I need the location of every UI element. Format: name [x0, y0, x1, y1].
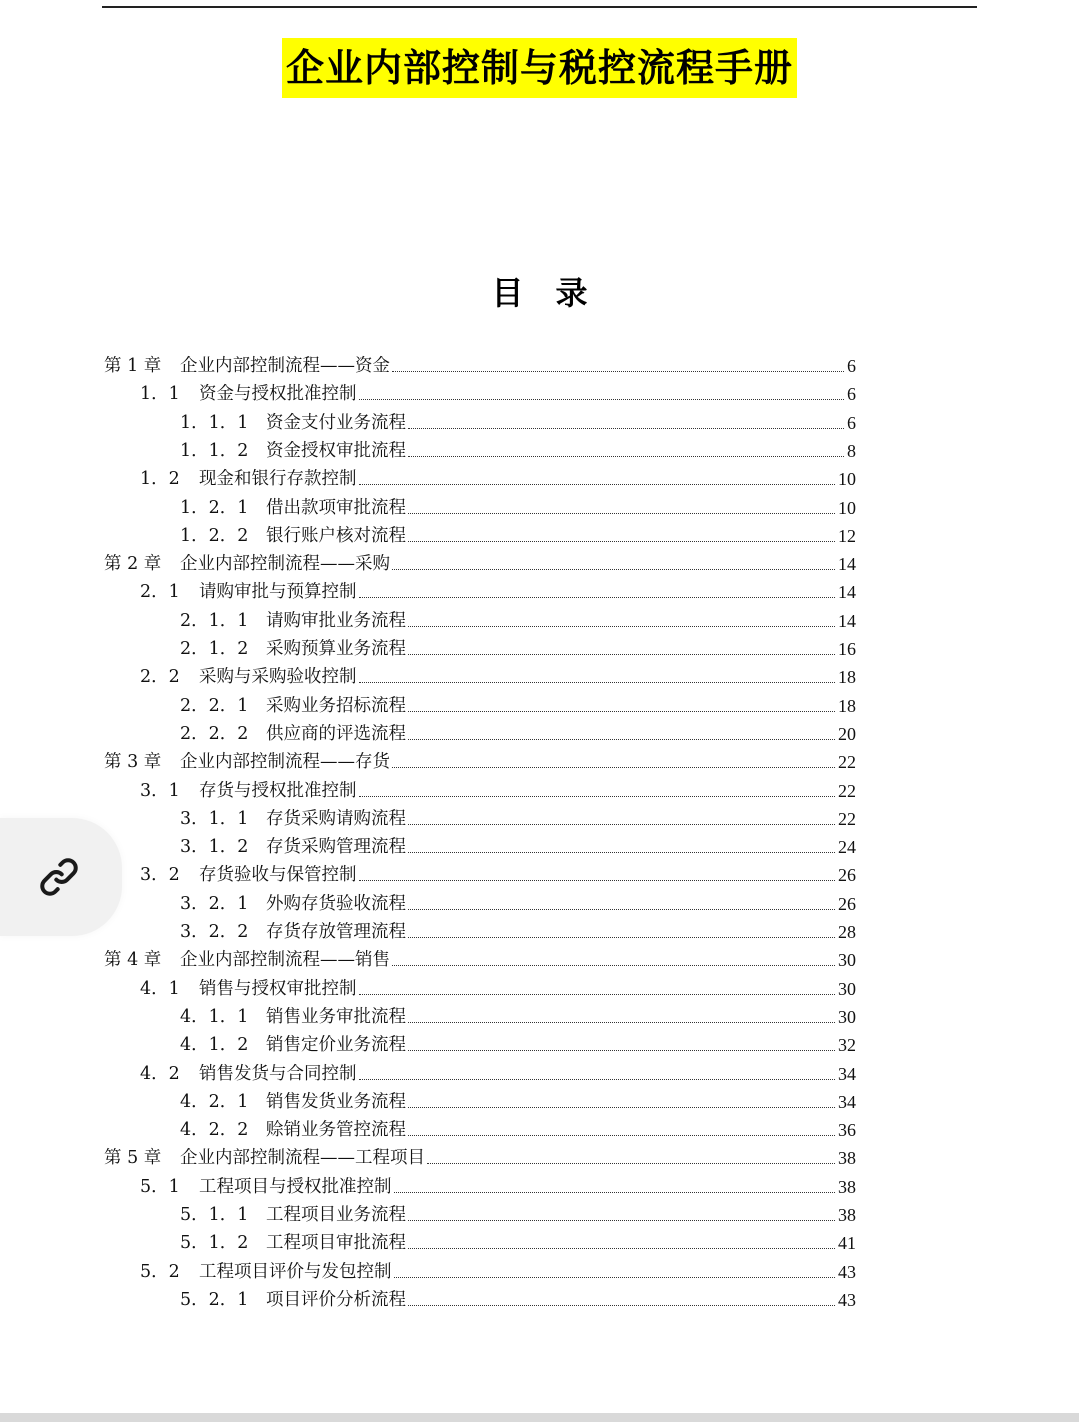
toc-entry-level-2[interactable]: [140, 1256, 856, 1284]
toc-dot-leader: [359, 484, 836, 485]
toc-entry-level-3[interactable]: [180, 1114, 856, 1142]
toc-entry-level-1[interactable]: [104, 944, 856, 972]
toc-entry-level-3[interactable]: [180, 492, 856, 520]
toc-entry-title: 采购业务招标流程: [266, 695, 406, 716]
toc-entry-title: 企业内部控制流程——工程项目: [180, 1148, 425, 1169]
toc-entry-number: 2．2: [140, 667, 180, 688]
toc-entry-number: 4．1: [140, 978, 180, 999]
toc-entry-number: 1．1．2: [180, 440, 249, 461]
toc-entry-number: 4．2: [140, 1063, 180, 1084]
toc-entry-title: 企业内部控制流程——销售: [180, 950, 390, 971]
toc-entry-number: 第 4 章: [104, 950, 162, 971]
toc-entry-number: 4．2．2: [180, 1120, 249, 1141]
header-rule: [102, 6, 977, 8]
toc-entry-level-2[interactable]: [140, 463, 856, 491]
toc-dot-leader: [408, 739, 835, 740]
toc-dot-leader: [408, 937, 835, 938]
toc-dot-leader: [408, 852, 835, 853]
toc-entry-level-2[interactable]: [140, 661, 856, 689]
toc-entry-page: 6: [847, 412, 856, 433]
toc-entry-page: 34: [838, 1063, 856, 1084]
toc-entry-page: 10: [838, 497, 856, 518]
toc-entry-page: 38: [838, 1148, 856, 1169]
toc-entry-level-3[interactable]: [180, 718, 856, 746]
toc-entry-number: 4．1．1: [180, 1006, 249, 1027]
toc-dot-leader: [408, 1135, 835, 1136]
toc-dot-leader: [408, 654, 835, 655]
toc-entry-page: 10: [838, 469, 856, 490]
toc-entry-level-1[interactable]: [104, 548, 856, 576]
toc-entry-level-3[interactable]: [180, 1029, 856, 1057]
toc-entry-number: 4．1．2: [180, 1035, 249, 1056]
toc-entry-page: 6: [847, 384, 856, 405]
toc-entry-page: 38: [838, 1205, 856, 1225]
toc-dot-leader: [408, 626, 835, 627]
toc-dot-leader: [359, 796, 836, 797]
toc-entry-level-3[interactable]: [180, 1001, 856, 1029]
toc-entry-number: 1．1: [140, 384, 180, 405]
toc-dot-leader: [359, 597, 836, 598]
toc-entry-level-2[interactable]: [140, 1171, 856, 1199]
toc-entry-number: 2．1: [140, 582, 180, 603]
toc-entry-number: 2．1．2: [180, 639, 249, 659]
toc-entry-title: 销售发货与合同控制: [199, 1063, 357, 1084]
toc-entry-page: 26: [838, 865, 856, 886]
toc-dot-leader: [408, 513, 835, 514]
toc-entry-title: 销售业务审批流程: [266, 1006, 406, 1027]
toc-entry-number: 3．2．2: [180, 922, 249, 942]
toc-entry-page: 18: [838, 695, 856, 716]
toc-entry-title: 赊销业务管控流程: [266, 1120, 406, 1141]
toc-entry-title: 企业内部控制流程——存货: [180, 752, 390, 773]
toc-entry-number: 2．2．2: [180, 723, 249, 744]
toc-entry-level-3[interactable]: [180, 831, 856, 859]
toc-dot-leader: [408, 1107, 835, 1108]
toc-entry-level-3[interactable]: [180, 888, 856, 916]
toc-entry-title: 现金和银行存款控制: [199, 469, 357, 490]
toc-entry-page: 14: [838, 610, 856, 631]
toc-dot-leader: [392, 371, 844, 372]
toc-dot-leader: [394, 1192, 836, 1193]
toc-entry-number: 3．1．2: [180, 837, 249, 858]
toc-entry-title: 资金支付业务流程: [266, 412, 406, 433]
toc-dot-leader: [359, 1079, 836, 1080]
toc-dot-leader: [392, 767, 835, 768]
toc-entry-level-1[interactable]: [104, 350, 856, 378]
toc-dot-leader: [408, 1022, 835, 1023]
toc-entry-number: 1．1．1: [180, 412, 249, 433]
toc-entry-level-3[interactable]: [180, 1227, 856, 1255]
toc-entry-number: 第 1 章: [104, 356, 162, 376]
toc-entry-page: 22: [838, 808, 856, 829]
toc-dot-leader: [408, 541, 835, 542]
toc-entry-number: 5．2．1: [180, 1289, 249, 1310]
toc-entry-title: 资金与授权批准控制: [199, 384, 357, 405]
toc-dot-leader: [392, 569, 835, 570]
toc-entry-level-2[interactable]: [140, 775, 856, 803]
toc-entry-number: 3．1．1: [180, 808, 249, 829]
toc-entry-page: 36: [838, 1120, 856, 1141]
toc-entry-page: 16: [838, 639, 856, 659]
toc-dot-leader: [394, 1277, 836, 1278]
toc-entry-title: 请购审批业务流程: [266, 610, 406, 631]
toc-entry-title: 请购审批与预算控制: [199, 582, 357, 603]
toc-entry-page: 32: [838, 1035, 856, 1056]
toc-entry-number: 1．2．2: [180, 525, 249, 546]
toc-entry-title: 销售发货业务流程: [266, 1091, 406, 1112]
toc-entry-page: 41: [838, 1233, 856, 1254]
toc-entry-level-2[interactable]: [140, 1058, 856, 1086]
toc-entry-level-2[interactable]: [140, 859, 856, 887]
toc-dot-leader: [359, 880, 836, 881]
toc-entry-page: 22: [838, 780, 856, 801]
toc-entry-title: 采购预算业务流程: [266, 639, 406, 659]
toc-entry-number: 2．2．1: [180, 695, 249, 716]
toc-entry-number: 1．2．1: [180, 497, 249, 518]
toc-heading: 目 录: [491, 274, 588, 312]
toc-entry-page: 8: [847, 440, 856, 461]
toc-entry-title: 存货存放管理流程: [266, 922, 406, 942]
toc-entry-title: 企业内部控制流程——资金: [180, 356, 390, 376]
toc-dot-leader: [359, 682, 836, 683]
toc-entry-level-2[interactable]: [140, 576, 856, 604]
toc-dot-leader: [392, 965, 835, 966]
toc-entry-page: 24: [838, 837, 856, 858]
toc-entry-title: 采购与采购验收控制: [199, 667, 357, 688]
toc-entry-title: 银行账户核对流程: [266, 525, 406, 546]
toc-entry-title: 存货采购请购流程: [266, 808, 406, 829]
toc-entry-number: 5．1: [140, 1176, 180, 1197]
toc-entry-level-3[interactable]: [180, 605, 856, 633]
toc-entry-page: 20: [838, 723, 856, 744]
toc-dot-leader: [408, 1305, 835, 1306]
toc-dot-leader: [408, 824, 835, 825]
toc-dot-leader: [408, 428, 844, 429]
toc-entry-page: 22: [838, 752, 856, 773]
toc-entry-page: 18: [838, 667, 856, 688]
toc-entry-number: 1．2: [140, 469, 180, 490]
toc-entry-page: 14: [838, 554, 856, 575]
toc-entry-title: 工程项目与授权批准控制: [199, 1176, 392, 1197]
toc-entry-page: 34: [838, 1091, 856, 1112]
document-title-wrap: [0, 38, 1079, 98]
toc-entry-title: 资金授权审批流程: [266, 440, 406, 461]
toc-entry-page: 30: [838, 950, 856, 971]
toc-entry-title: 销售定价业务流程: [266, 1035, 406, 1056]
toc-dot-leader: [408, 1220, 835, 1221]
toc-entry-number: 4．2．1: [180, 1091, 249, 1112]
toc-entry-title: 存货与授权批准控制: [199, 780, 357, 801]
toc-entry-page: 38: [838, 1176, 856, 1197]
toc-entry-number: 5．2: [140, 1261, 180, 1282]
toc-dot-leader: [408, 909, 835, 910]
toc-dot-leader: [359, 994, 836, 995]
toc-entry-level-3[interactable]: [180, 916, 856, 944]
toc-entry-level-3[interactable]: [180, 407, 856, 435]
toc-dot-leader: [359, 399, 845, 400]
toc-entry-title: 工程项目业务流程: [266, 1205, 406, 1225]
toc-entry-title: 工程项目评价与发包控制: [199, 1261, 392, 1282]
toc-entry-level-3[interactable]: [180, 520, 856, 548]
link-button[interactable]: [0, 818, 122, 936]
bottom-scroll-bar[interactable]: [0, 1413, 1079, 1422]
document-title: 企业内部控制与税控流程手册: [282, 38, 797, 98]
toc-entry-title: 企业内部控制流程——采购: [180, 554, 390, 575]
toc-entry-title: 存货采购管理流程: [266, 837, 406, 858]
toc-entry-title: 项目评价分析流程: [266, 1289, 406, 1310]
toc-entry-title: 外购存货验收流程: [266, 893, 406, 914]
toc-entry-level-2[interactable]: [140, 973, 856, 1001]
toc-entry-number: 第 5 章: [104, 1148, 162, 1169]
toc-entry-level-3[interactable]: [180, 1199, 856, 1227]
toc-entry-level-3[interactable]: [180, 1284, 856, 1312]
toc-entry-page: 26: [838, 893, 856, 914]
toc-entry-level-2[interactable]: [140, 378, 856, 406]
toc-entry-title: 借出款项审批流程: [266, 497, 406, 518]
toc-entry-level-3[interactable]: [180, 435, 856, 463]
toc-entry-number: 2．1．1: [180, 610, 249, 631]
toc-entry-number: 5．1．2: [180, 1233, 249, 1254]
toc-entry-level-3[interactable]: [180, 690, 856, 718]
toc-entry-page: 30: [838, 978, 856, 999]
toc-entry-title: 存货验收与保管控制: [199, 865, 357, 886]
toc-entry-number: 3．2: [140, 865, 180, 886]
toc-entry-page: 30: [838, 1006, 856, 1027]
toc-entry-title: 供应商的评选流程: [266, 723, 406, 744]
toc-dot-leader: [408, 456, 844, 457]
toc-dot-leader: [408, 1050, 835, 1051]
toc-dot-leader: [408, 1248, 835, 1249]
toc-entry-page: 43: [838, 1289, 856, 1310]
toc-entry-page: 14: [838, 582, 856, 603]
toc-entry-title: 销售与授权审批控制: [199, 978, 357, 999]
toc-dot-leader: [408, 711, 835, 712]
toc-entry-page: 43: [838, 1261, 856, 1282]
toc-entry-number: 3．1: [140, 780, 180, 801]
toc-entry-title: 工程项目审批流程: [266, 1233, 406, 1254]
toc-entry-level-1[interactable]: [104, 1142, 856, 1170]
toc-entry-level-3[interactable]: [180, 1086, 856, 1114]
toc-entry-page: 28: [838, 922, 856, 942]
toc-dot-leader: [427, 1163, 835, 1164]
toc-entry-page: 6: [847, 356, 856, 376]
toc-entry-number: 第 3 章: [104, 752, 162, 773]
toc-entry-page: 12: [838, 525, 856, 546]
toc-entry-level-1[interactable]: [104, 746, 856, 774]
toc-entry-level-3[interactable]: [180, 803, 856, 831]
toc-entry-level-3[interactable]: [180, 633, 856, 661]
toc-entry-number: 第 2 章: [104, 554, 162, 575]
toc-entry-number: 5．1．1: [180, 1205, 249, 1225]
link-icon: [36, 854, 82, 900]
toc-entry-number: 3．2．1: [180, 893, 249, 914]
